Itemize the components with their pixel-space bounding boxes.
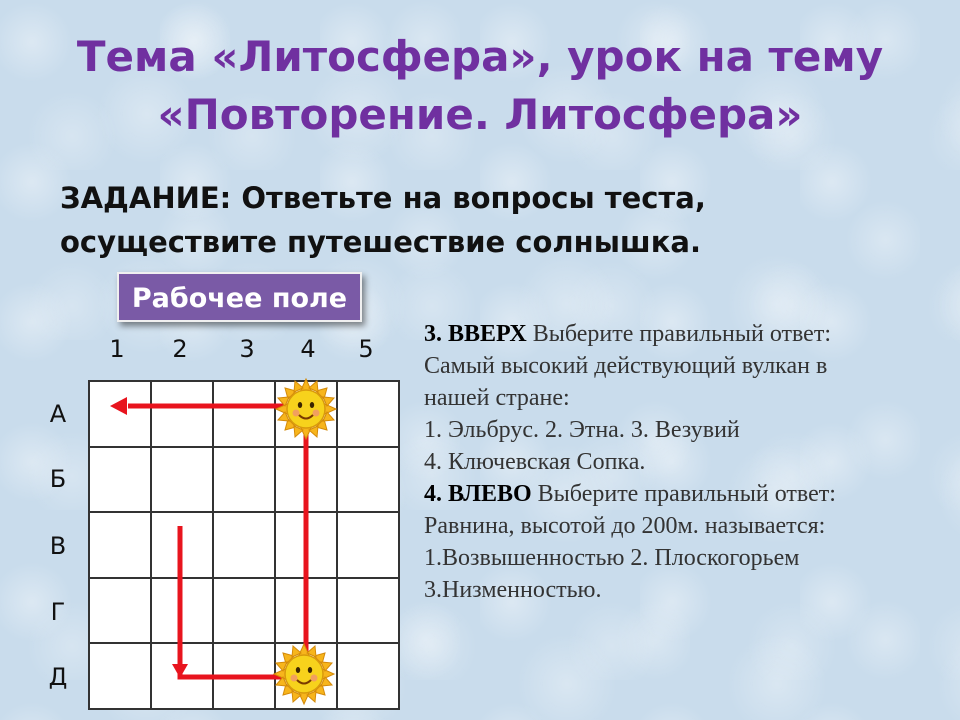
q4-heading: 4. ВЛЕВО: [424, 481, 532, 507]
questions-block: [424, 318, 944, 606]
row-label-b: Б: [49, 465, 67, 493]
q3-line-2: Самый высокий действующий вулкан в: [424, 353, 828, 379]
arrow-path: [128, 406, 306, 677]
q4-line-1: [424, 478, 944, 510]
workfield-label: Рабочее поле: [117, 272, 362, 322]
q3-line-1: [424, 318, 944, 350]
title-line-1: Тема «Литосфера», урок на тему: [76, 32, 884, 81]
q3-heading: 3. ВВЕРХ: [424, 321, 527, 347]
q3-prompt: Выберите правильный ответ:: [526, 321, 831, 347]
column-label-4: 4: [300, 335, 316, 363]
row-label-a: А: [49, 400, 67, 428]
q3-line-3: нашей стране:: [424, 385, 570, 411]
q4-line-3: 1.Возвышенностью 2. Плоскогорьем: [424, 545, 800, 571]
sun-icon: [274, 644, 334, 704]
row-label-g: Г: [50, 598, 66, 626]
q3-line-5: 4. Ключевская Сопка.: [424, 449, 646, 475]
column-label-5: 5: [358, 335, 374, 363]
row-label-v: В: [49, 532, 67, 560]
column-label-2: 2: [172, 335, 188, 363]
title-line-2: «Повторение. Литосфера»: [157, 90, 803, 139]
q4-prompt: Выберите правильный ответ:: [531, 481, 836, 507]
arrow-head-left: [110, 397, 127, 415]
column-label-1: 1: [109, 335, 125, 363]
q4-line-2: Равнина, высотой до 200м. называется:: [424, 513, 826, 539]
sun-icon: [276, 379, 336, 439]
q3-line-4: 1. Эльбрус. 2. Этна. 3. Везувий: [424, 417, 740, 443]
task-line-2: осуществите путешествие солнышка.: [60, 225, 701, 259]
task-line-1: ЗАДАНИЕ: Ответьте на вопросы теста,: [60, 181, 706, 215]
q4-line-4: 3.Низменностью.: [424, 577, 602, 603]
column-label-3: 3: [239, 335, 255, 363]
row-label-d: Д: [48, 663, 68, 691]
